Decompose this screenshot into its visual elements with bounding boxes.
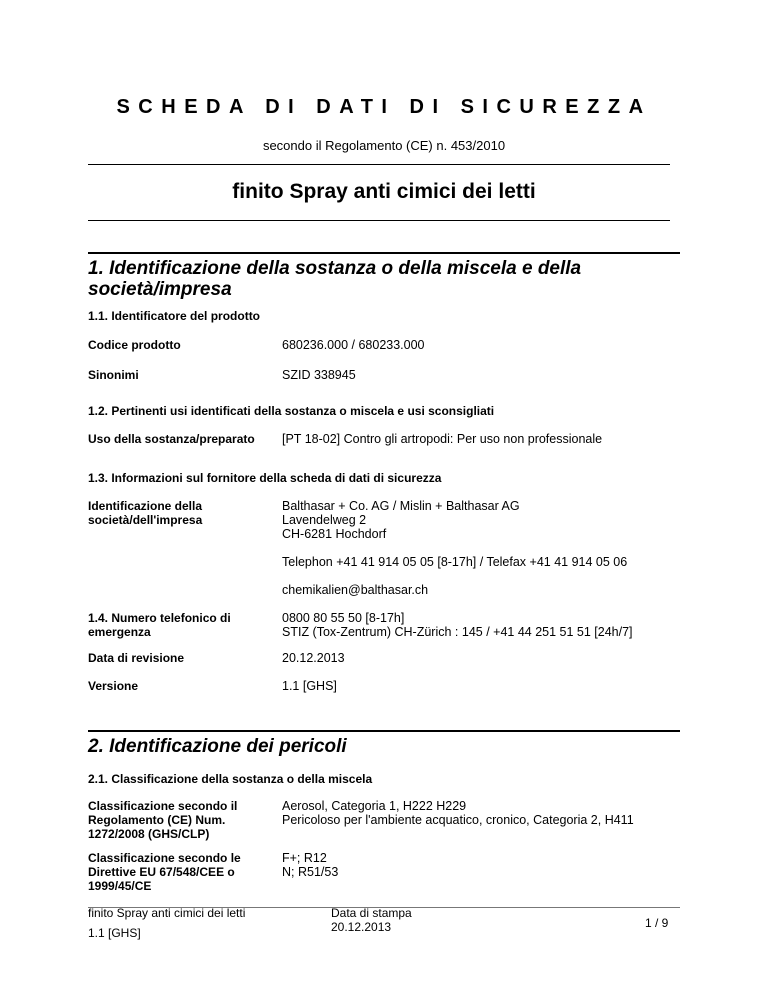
clp-classification-label: Classificazione secondo il Regolamento (CE) Num. 1272/2008 (GHS/CLP) (88, 799, 238, 841)
footer-print-date: 20.12.2013 (331, 920, 392, 934)
revision-value: 20.12.2013 (282, 651, 345, 665)
section1-title (88, 258, 688, 300)
directive-classification-value: F+; R12 N; R51/53 (282, 851, 339, 879)
synonyms-value: SZID 338945 (282, 368, 356, 382)
header-divider (88, 164, 670, 165)
footer-page-number: 1 / 9 (645, 916, 669, 930)
company-value: Balthasar + Co. AG / Mislin + Balthasar AG Lavendelweg 2 CH-6281 Hochdorf (282, 499, 520, 541)
emergency-value: 0800 80 55 50 [8-17h] STIZ (Tox-Zentrum) CH-Zürich : 145 / +41 44 251 51 51 [24h/7] (282, 611, 633, 639)
product-code-value: 680236.000 / 680233.000 (282, 338, 425, 352)
company-email: chemikalien@balthasar.ch (282, 583, 429, 597)
emergency-label: 1.4. Numero telefonico di emergenza (88, 611, 231, 639)
section1-rule (88, 252, 680, 254)
section2-rule (88, 730, 680, 732)
version-label: Versione (88, 679, 139, 693)
footer-version: 1.1 [GHS] (88, 926, 141, 940)
directive-classification-label: Classificazione secondo le Direttive EU 67/548/CEE o 1999/45/CE (88, 851, 241, 893)
regulation-subtitle: secondo il Regolamento (CE) n. 453/2010 (262, 138, 506, 153)
section-1-1-title: 1.1. Identificatore del prodotto (88, 309, 261, 323)
section-2-1-title: 2.1. Classificazione della sostanza o della miscela (88, 772, 373, 786)
product-divider (88, 220, 670, 221)
section2-title: 2. Identificazione dei pericoli (88, 736, 347, 757)
clp-classification-value: Aerosol, Categoria 1, H222 H229 Pericoloso per l'ambiente acquatico, cronico, Categoria 2, H411 (282, 799, 634, 827)
version-value: 1.1 [GHS] (282, 679, 337, 693)
company-label: Identificazione della società/dell'impresa (88, 499, 203, 527)
section-1-2-title: 1.2. Pertinenti usi identificati della sostanza o miscela e usi sconsigliati (88, 404, 495, 418)
document-title: SCHEDA DI DATI DI SICUREZZA (116, 96, 652, 118)
synonyms-label: Sinonimi (88, 368, 139, 382)
use-value: [PT 18-02] Contro gli artropodi: Per uso non professionale (282, 432, 603, 446)
company-phone: Telephon +41 41 914 05 05 [8-17h] / Telefax +41 41 914 05 06 (282, 555, 628, 569)
footer-product: finito Spray anti cimici dei letti (88, 906, 246, 920)
product-name: finito Spray anti cimici dei letti (232, 180, 536, 203)
use-label: Uso della sostanza/preparato (88, 432, 255, 446)
product-code-label: Codice prodotto (88, 338, 181, 352)
section-1-3-title: 1.3. Informazioni sul fornitore della scheda di dati di sicurezza (88, 471, 442, 485)
footer-print-label: Data di stampa (331, 906, 412, 920)
revision-label: Data di revisione (88, 651, 185, 665)
section1-title-line2: società/impresa (88, 279, 232, 300)
section1-title-line1: 1. Identificazione della sostanza o della miscela e della (88, 258, 582, 279)
